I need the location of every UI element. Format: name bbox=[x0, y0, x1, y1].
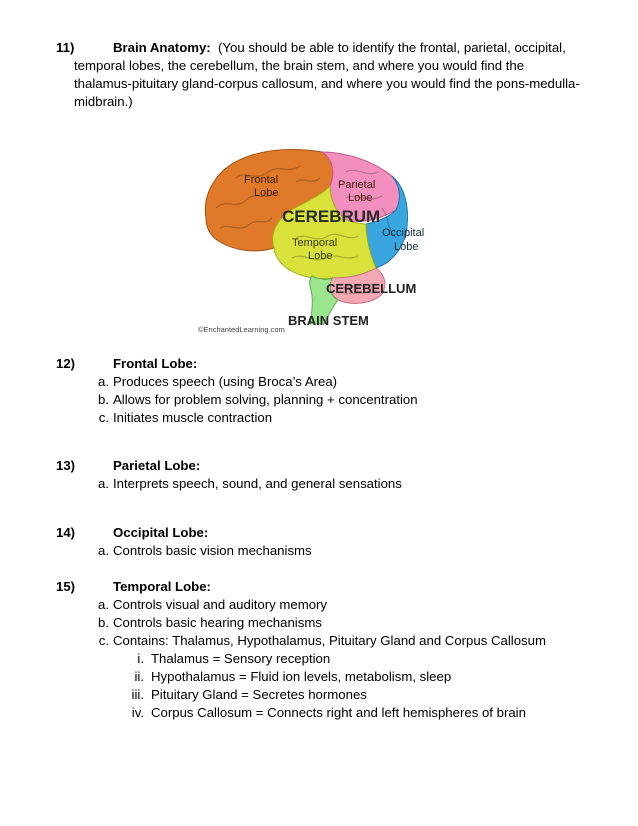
q14-item-a-marker: a. bbox=[98, 543, 109, 558]
q15-item-a: Controls visual and auditory memory bbox=[113, 597, 328, 612]
q15-item-b-marker: b. bbox=[98, 615, 109, 630]
q11-line4: midbrain.) bbox=[74, 94, 133, 109]
q12-item-a-marker: a. bbox=[98, 374, 109, 389]
temporal-label-1: Temporal bbox=[292, 237, 338, 249]
cerebrum-label: CEREBRUM bbox=[282, 207, 381, 226]
q12-item-b-marker: b. bbox=[98, 392, 109, 407]
q15-item-c-marker: c. bbox=[98, 633, 109, 648]
q14-title: Occipital Lobe: bbox=[113, 525, 209, 540]
q15-sub-iv-marker: iv. bbox=[131, 705, 144, 720]
q15-sub-ii: Hypothalamus = Fluid ion levels, metabolism, sleep bbox=[151, 669, 452, 684]
q12-item-a: Produces speech (using Broca’s Area) bbox=[113, 374, 338, 389]
q15-sub-i-marker: i. bbox=[137, 651, 144, 666]
figure-credit: ©EnchantedLearning.com bbox=[198, 325, 285, 334]
q12-title: Frontal Lobe: bbox=[113, 356, 198, 371]
q15-sub-ii-marker: ii. bbox=[134, 669, 144, 684]
q15-sub-iv: Corpus Callosum = Connects right and left hemispheres of brain bbox=[151, 705, 526, 720]
frontal-label-2: Lobe bbox=[254, 187, 279, 199]
cerebellum-label: CEREBELLUM bbox=[326, 281, 417, 296]
q13-title: Parietal Lobe: bbox=[113, 458, 201, 473]
q13-item-a: Interprets speech, sound, and general sensations bbox=[113, 476, 402, 491]
q13-item-a-marker: a. bbox=[98, 476, 109, 491]
temporal-label-2: Lobe bbox=[308, 250, 333, 262]
q15-sub-iii-marker: iii. bbox=[131, 687, 144, 702]
frontal-label-1: Frontal bbox=[244, 174, 279, 186]
parietal-label-1: Parietal bbox=[338, 179, 376, 191]
q14-item-a: Controls basic vision mechanisms bbox=[113, 543, 312, 558]
q15-item-c: Contains: Thalamus, Hypothalamus, Pituitary Gland and Corpus Callosum bbox=[113, 633, 546, 648]
q12-number: 12) bbox=[56, 356, 76, 371]
q11-heading bbox=[113, 40, 566, 55]
q13-number: 13) bbox=[56, 458, 76, 473]
brain-diagram bbox=[196, 138, 446, 336]
q15-number: 15) bbox=[56, 579, 76, 594]
q14-number: 14) bbox=[56, 525, 76, 540]
q12-item-b: Allows for problem solving, planning + concentration bbox=[113, 392, 418, 407]
q11-line2: temporal lobes, the cerebellum, the brain stem, and where you would find the bbox=[74, 58, 525, 73]
q15-item-b: Controls basic hearing mechanisms bbox=[113, 615, 322, 630]
q15-sub-iii: Pituitary Gland = Secretes hormones bbox=[151, 687, 367, 702]
q11-line3: thalamus-pituitary gland-corpus callosum, and where you would find the pons-medulla- bbox=[74, 76, 580, 91]
q12-item-c: Initiates muscle contraction bbox=[113, 410, 273, 425]
q15-sub-i: Thalamus = Sensory reception bbox=[151, 651, 331, 666]
q11-title: Brain Anatomy: bbox=[113, 40, 211, 55]
q12-item-c-marker: c. bbox=[98, 410, 109, 425]
occipital-label-1: Occipital bbox=[382, 227, 425, 239]
occipital-label-2: Lobe bbox=[394, 241, 419, 253]
q15-title: Temporal Lobe: bbox=[113, 579, 211, 594]
q11-number: 11) bbox=[56, 40, 75, 55]
brain-stem-label: BRAIN STEM bbox=[288, 313, 369, 328]
q11-line1: (You should be able to identify the frontal, parietal, occipital, bbox=[218, 40, 566, 55]
parietal-label-2: Lobe bbox=[348, 192, 373, 204]
q15-item-a-marker: a. bbox=[98, 597, 109, 612]
